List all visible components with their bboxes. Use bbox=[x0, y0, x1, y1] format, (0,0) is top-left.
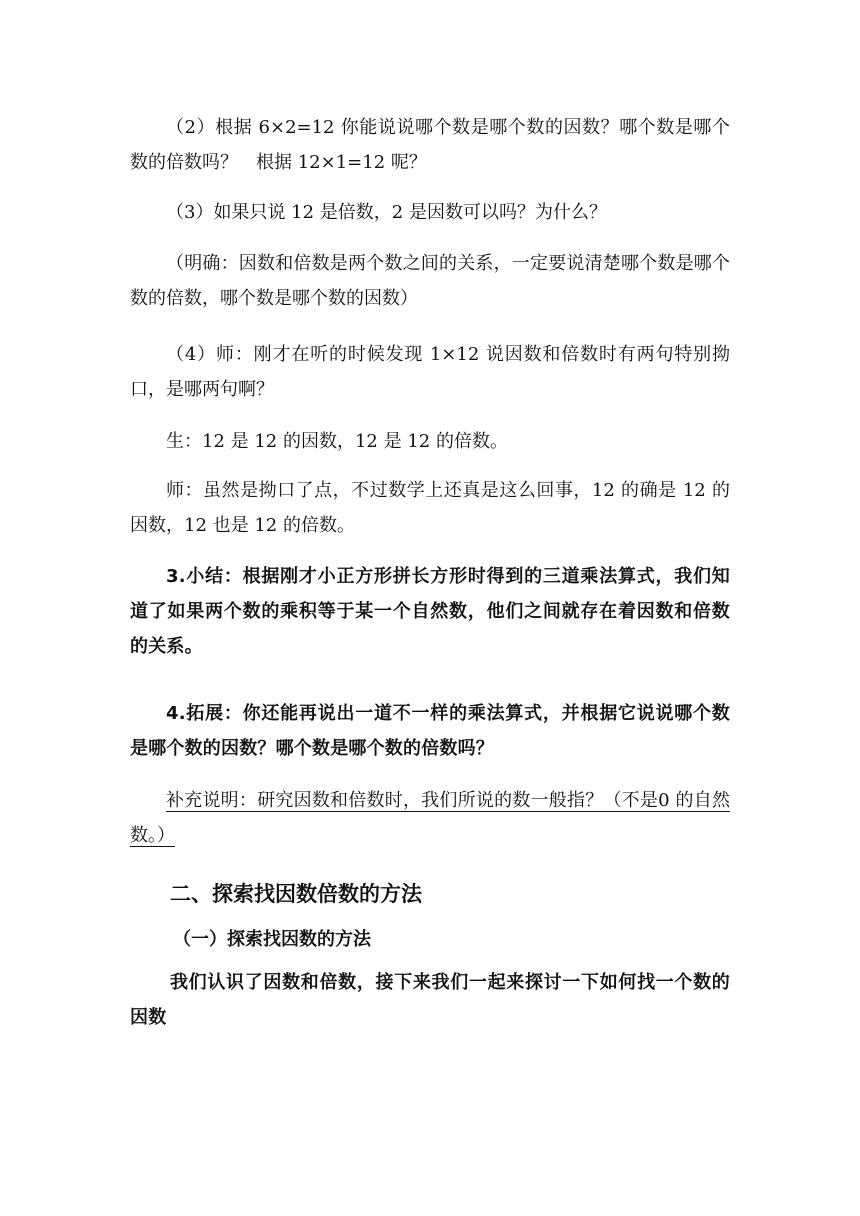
paragraph-teacher-remark: 师：虽然是拗口了点，不过数学上还真是这么回事，12 的确是 12 的因数，12 也是 12 的倍数。 bbox=[130, 480, 730, 536]
section-heading: 二、探索找因数倍数的方法 bbox=[170, 882, 422, 906]
subsection-heading: （一）探索找因数的方法 bbox=[173, 929, 371, 950]
paragraph-student-answer: 生：12 是 12 的因数，12 是 12 的倍数。 bbox=[166, 431, 508, 452]
paragraph-closing: 我们认识了因数和倍数，接下来我们一起来探讨一下如何找一个数的因数 bbox=[130, 972, 730, 1028]
paragraph-question-4: （4）师：刚才在听的时候发现 1×12 说因数和倍数时有两句特别拗口，是哪两句啊？ bbox=[130, 344, 730, 400]
paragraph-summary: 3.小结：根据刚才小正方形拼长方形时得到的三道乘法算式，我们知道了如果两个数的乘积等于某一个自然数，他们之间就存在着因数和倍数的关系。 bbox=[130, 566, 730, 657]
paragraph-extension: 4.拓展：你还能再说出一道不一样的乘法算式，并根据它说说哪个数是哪个数的因数？哪个数是哪个数的倍数吗？ bbox=[130, 703, 730, 759]
paragraph-question-3: （3）如果只说 12 是倍数，2 是因数可以吗？为什么？ bbox=[166, 202, 607, 223]
paragraph-clarification: （明确：因数和倍数是两个数之间的关系，一定要说清楚哪个数是哪个数的倍数，哪个数是哪个数的因数） bbox=[130, 253, 730, 309]
supplement-underlined-text: 补充说明：研究因数和倍数时，我们所说的数一般指？（不是0 的自然数。） bbox=[130, 790, 730, 846]
paragraph-supplement bbox=[130, 783, 730, 853]
paragraph-question-2: （2）根据 6×2=12 你能说说哪个数是哪个数的因数？哪个数是哪个数的倍数吗？ 根据 12×1=12 呢？ bbox=[130, 117, 730, 173]
